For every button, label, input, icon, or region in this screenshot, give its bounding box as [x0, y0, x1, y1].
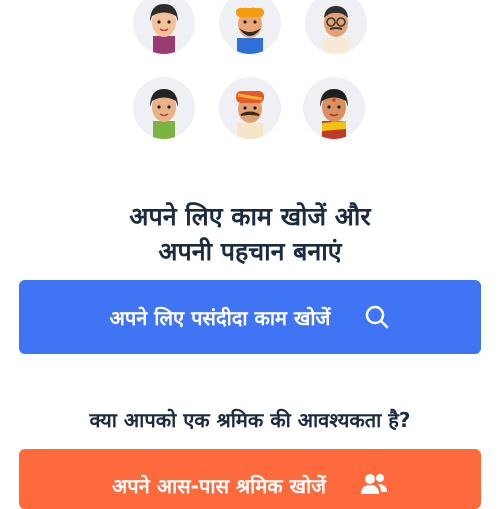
users-icon	[360, 472, 388, 496]
search-icon	[364, 304, 390, 330]
hero-title	[0, 199, 500, 269]
hero-title-line2: अपनी पहचान बनाएं	[158, 237, 342, 266]
find-nearby-workers-label: अपने आस-पास श्रमिक खोजें	[112, 474, 326, 498]
hero-title-line1: अपने लिए काम खोजें और	[129, 202, 371, 231]
worker-avatars-grid	[0, 0, 500, 150]
turban-mustache-man-avatar	[219, 77, 281, 139]
find-work-label: अपने लिए पसंदीदा काम खोजें	[109, 305, 331, 330]
woman-avatar	[133, 0, 195, 54]
find-work-button[interactable]	[19, 280, 481, 354]
bindi-woman-avatar	[303, 77, 365, 139]
turban-man-avatar	[219, 0, 281, 54]
find-nearby-workers-button[interactable]	[19, 449, 481, 509]
glasses-man-avatar	[305, 0, 367, 54]
need-worker-question: क्या आपको एक श्रमिक की आवश्यकता है?	[89, 408, 411, 432]
woman-avatar	[133, 77, 195, 139]
